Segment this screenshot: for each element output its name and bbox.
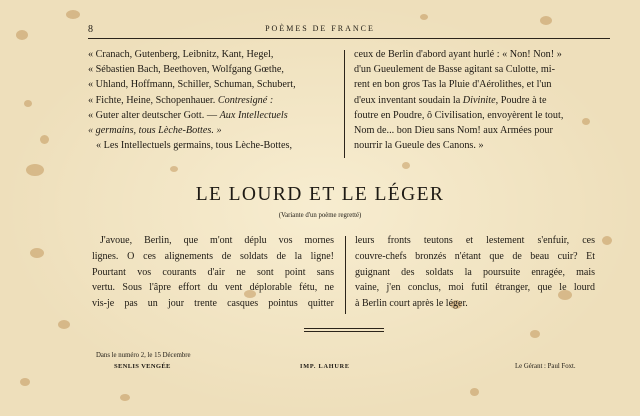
text-line: J'avoue, Berlin, que m'ont déplu vos mornes <box>100 235 334 246</box>
end-rule <box>304 328 384 329</box>
text-line: Nom de... bon Dieu sans Nom! aux Armées pour <box>354 125 553 137</box>
footer-left: SENLIS VENGÉE <box>114 363 171 370</box>
text-line: d'un Gueulement de Basse agitant sa Culotte, mi- <box>354 64 556 76</box>
bottom-left-column <box>92 233 334 312</box>
contresigne-text: Contresigné : <box>217 94 274 106</box>
top-right-column <box>354 47 612 153</box>
divinite-text: Divinite <box>462 94 496 106</box>
text-line: vis-je pas un jour trente casques pointus quitter <box>92 298 334 310</box>
text-line: Pourtant vos courants d'air ne sont point sans <box>92 266 334 278</box>
column-divider <box>345 236 346 314</box>
column-divider <box>344 50 345 158</box>
end-rule <box>304 331 384 332</box>
top-left-column <box>88 47 338 153</box>
page-number: 8 <box>88 24 93 35</box>
footer-printer: IMP. LAHURE <box>300 363 350 370</box>
poem-subtitle: (Variante d'un poème regretté) <box>278 212 362 219</box>
text-line: « Les Intellectuels germains, tous Lèche-Bottes, <box>96 140 293 152</box>
text-line: « Sébastien Bach, Beethoven, Wolfgang Gœthe, <box>88 64 284 76</box>
text-line: rent en bon gros Tas la Pluie d'Aérolithes, et l'un <box>354 79 552 91</box>
header-rule <box>88 38 610 39</box>
text-line: « Uhland, Hoffmann, Schiller, Schuman, Schubert, <box>88 79 296 91</box>
running-title: POÈMES DE FRANCE <box>265 24 375 33</box>
bottom-right-column <box>355 233 595 312</box>
text-line: d'eux inventant soudain la Divinite, Poudre à te <box>354 94 547 106</box>
poem-title: LE LOURD ET LE LÉGER <box>195 184 445 205</box>
text-line: nourrir la Gueule des Canons. » <box>354 140 484 152</box>
text-line: à Berlin court après le léger. <box>355 298 468 310</box>
footer-gerant: Le Gérant : Paul Foxt. <box>515 363 576 370</box>
text-line: couvre-chefs bronzés n'étant que de beau cuir? Et <box>355 250 595 262</box>
text-line: ceux de Berlin d'abord ayant hurlé : « Non! Non! » <box>354 49 562 60</box>
text-line: vaine, j'en conclus, moi futil étranger, que le lourd <box>355 282 595 294</box>
text-line: guignant des soldats la poursuite enragée, mais <box>355 266 595 278</box>
text-line: lignes. O ces alignements de soldats de la ligne! <box>92 250 334 262</box>
text-line: vertu. Sous l'âpre effort du vent déplorable fétu, ne <box>92 282 334 294</box>
text-line: « Guter alter deutscher Gott. — Aux Intellectuels <box>88 109 288 121</box>
text-line: « Cranach, Gutenberg, Leibnitz, Kant, Hegel, <box>88 49 274 60</box>
text-line: foutre en Poudre, ô Civilisation, envoyèrent le tout, <box>354 109 564 121</box>
text-line: « Fichte, Heine, Schopenhauer. Contresigné : <box>88 94 274 106</box>
text-line: leurs fronts teutons et lestement s'enfuir, ces <box>355 235 595 246</box>
aux-intellectuels-text: Aux Intellectuels <box>219 109 288 121</box>
text-line: « germains, tous Lèche-Bottes. » <box>88 125 222 137</box>
footer-note: Dans le numéro 2, le 15 Décembre <box>96 352 191 359</box>
